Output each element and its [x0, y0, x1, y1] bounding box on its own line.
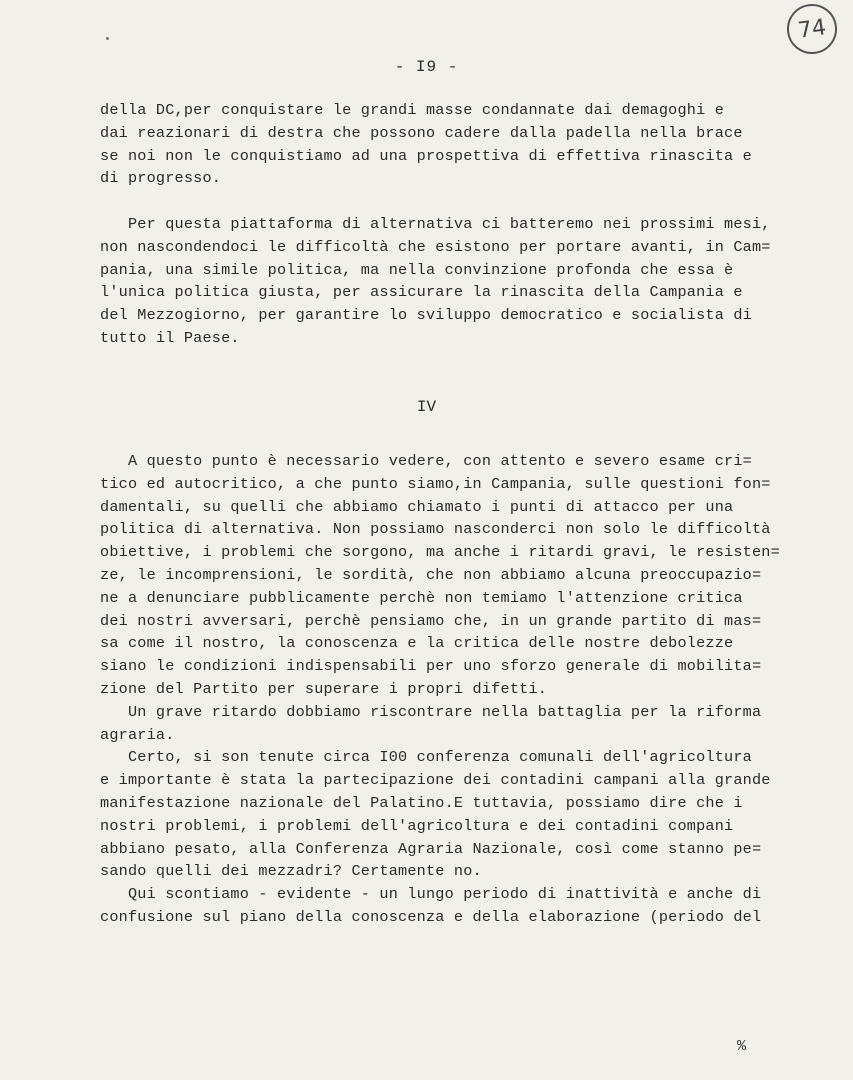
text-line: damentali, su quelli che abbiamo chiamato i punti di attacco per una — [100, 497, 734, 516]
text-line: tico ed autocritico, a che punto siamo,in Campania, sulle questioni fon= — [100, 474, 771, 493]
text-line: siano le condizioni indispensabili per uno sforzo generale di mobilita= — [100, 657, 762, 676]
text-line: manifestazione nazionale del Palatino.E tuttavia, possiamo dire che i — [100, 793, 743, 812]
text-line: Un grave ritardo dobbiamo riscontrare nella battaglia per la riforma — [100, 702, 762, 721]
paragraph-alternativa — [100, 213, 820, 350]
text-line: della DC,per conquistare le grandi masse condannate dai demagoghi e — [100, 101, 725, 119]
text-line: politica di alternativa. Non possiamo nasconderci non solo le difficoltà — [100, 520, 771, 539]
page-number: - I9 - — [394, 58, 459, 76]
text-line: di progresso. — [100, 169, 222, 188]
text-line: confusione sul piano della conoscenza e della elaborazione (periodo del — [100, 907, 762, 926]
text-line: A questo punto è necessario vedere, con attento e severo esame cri= — [100, 452, 752, 470]
ink-speck — [106, 37, 109, 40]
text-line: non nascondendoci le difficoltà che esistono per portare avanti, in Cam= — [100, 237, 771, 256]
text-line: pania, una simile politica, ma nella convinzione profonda che essa è — [100, 260, 734, 279]
text-line: abbiano pesato, alla Conferenza Agraria Nazionale, così come stanno pe= — [100, 839, 762, 858]
text-line: nostri problemi, i problemi dell'agricoltura e dei contadini compani — [100, 816, 734, 835]
text-line: ne a denunciare pubblicamente perchè non temiamo l'attenzione critica — [100, 588, 743, 607]
text-line: Certo, si son tenute circa I00 conferenza comunali dell'agricoltura — [100, 748, 752, 767]
text-line: obiettive, i problemi che sorgono, ma anche i ritardi gravi, le resisten= — [100, 543, 780, 562]
section-heading: IV — [416, 398, 437, 416]
text-line: l'unica politica giusta, per assicurare la rinascita della Campania e — [100, 283, 743, 302]
text-line: ze, le incomprensioni, le sordità, che non abbiamo alcuna preoccupazio= — [100, 565, 762, 584]
bottom-handwritten-mark: % — [737, 1038, 747, 1055]
corner-page-stamp: 74 — [784, 1, 840, 57]
text-line: Qui scontiamo - evidente - un lungo periodo di inattività e anche di — [100, 885, 762, 904]
text-line: del Mezzogiorno, per garantire lo sviluppo democratico e socialista di — [100, 306, 752, 325]
text-line: Per questa piattaforma di alternativa ci batteremo nei prossimi mesi, — [100, 215, 771, 233]
text-line: dei nostri avversari, perchè pensiamo che, in un grande partito di mas= — [100, 611, 762, 630]
text-line: sa come il nostro, la conoscenza e la critica delle nostre debolezze — [100, 634, 734, 653]
text-line: e importante è stata la partecipazione dei contadini campani alla grande — [100, 771, 771, 790]
text-line: zione del Partito per superare i propri difetti. — [100, 679, 548, 698]
text-line: se noi non le conquistiamo ad una prospettiva di effettiva rinascita e — [100, 146, 752, 165]
text-line: agraria. — [100, 725, 175, 744]
section-iv-body — [100, 450, 820, 929]
paragraph-continuation — [100, 99, 820, 190]
text-line: dai reazionari di destra che possono cadere dalla padella nella brace — [100, 123, 743, 142]
text-line: sando quelli dei mezzadri? Certamente no. — [100, 862, 482, 881]
text-line: tutto il Paese. — [100, 328, 240, 347]
